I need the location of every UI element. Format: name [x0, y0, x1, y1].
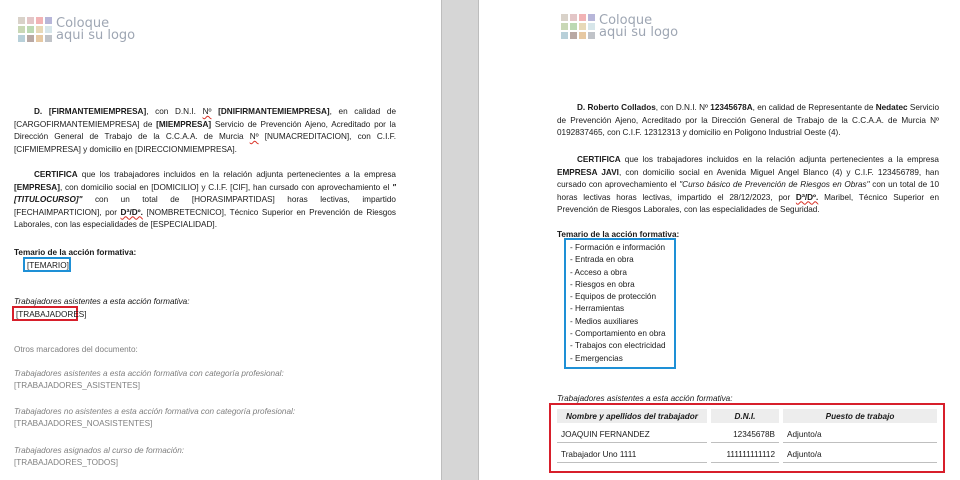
logo-square [588, 32, 595, 39]
trabajadores-heading: Trabajadores asistentes a esta acción formativa: [14, 297, 190, 306]
temario-list-box [564, 238, 676, 369]
logo-square [18, 26, 25, 33]
trabajadores-placeholder-box [12, 306, 87, 321]
logo-square [27, 17, 34, 24]
logo-square [561, 23, 568, 30]
temario-item: - Trabajos con electricidad [570, 341, 666, 351]
logo-square [588, 14, 595, 21]
logo-square [579, 23, 586, 30]
table-cell: Adjunto/a [783, 426, 937, 443]
logo-square [561, 14, 568, 21]
logo-squares-icon [561, 14, 595, 39]
logo-squares-icon [18, 17, 52, 42]
logo-square [27, 35, 34, 42]
table-row [557, 446, 937, 463]
logo-placeholder [561, 14, 678, 39]
certifica-paragraph: CERTIFICA que los trabajadores incluidos en la relación adjunta pertenecientes a la empresa [EMPRESA], con domicilio social en [DOMICILIO] y C.I.F. [CIF], han cursado con aprovechamiento el "[TITULOCURSO]" con un total de [HORASIMPARTIDAS] horas lectivas, impartido [FECHAIMPARTICION], por Dª/Dº. [NOMBRETECNICO], Técnico Superior en Prevención de Riesgos Laborales, con las especialidades de [ESPECIALIDAD]. [14, 170, 397, 229]
temario-item: - Herramientas [570, 304, 625, 314]
column-header: Puesto de trabajo [783, 409, 937, 423]
page-gap [443, 0, 477, 480]
table-row [557, 426, 937, 443]
column-header: Nombre y apellidos del trabajador [557, 409, 707, 423]
temario-item: - Acceso a obra [570, 267, 627, 277]
workers-table [553, 406, 941, 466]
table-cell: Trabajador Uno 1111 [557, 446, 707, 463]
logo-square [570, 23, 577, 30]
trabajadores-placeholder: [TRABAJADORES] [16, 310, 87, 319]
trabajadores-table-box [549, 403, 945, 473]
logo-line1: Coloque [599, 12, 653, 28]
marker-noasistentes-value: [TRABAJADORES_NOASISTENTES] [14, 419, 153, 428]
logo-square [18, 17, 25, 24]
logo-square [570, 32, 577, 39]
marker-todos-value: [TRABAJADORES_TODOS] [14, 458, 119, 467]
temario-item: - Formación e información [570, 243, 666, 252]
temario-heading: Temario de la acción formativa: [557, 230, 680, 239]
intro-paragraph: D. [FIRMANTEMIEMPRESA], con D.N.I. Nº [DNIFIRMANTEMIEMPRESA], en calidad de [CARGOFIRMANTEMIEMPRESA] de [MIEMPRESA] Servicio de Prevención Ajeno, Acreditado por la Dirección General de Trabajo de la C.C.A.A. de Murcia Nº [NUMACREDITACION], con C.I.F. [CIFMIEMPRESA] y domicilio en [DIRECCIONMIEMPRESA]. [14, 107, 397, 154]
table-cell: JOAQUIN FERNANDEZ [557, 426, 707, 443]
temario-item: - Equipos de protección [570, 292, 657, 302]
logo-square [45, 26, 52, 33]
intro-paragraph: D. Roberto Collados, con D.N.I. Nº 12345678A, en calidad de Representante de Nedatec Servicio de Prevención Ajeno, Acreditado por la Dirección General de Trabajo de la C.C.A.A. de Murcia Nº 0192837465, con C.I.F. 12312313 y domicilio en Poligono Industrial Oeste (4). [557, 103, 940, 137]
certifica-paragraph: CERTIFICA que los trabajadores incluidos en la relación adjunta pertenecientes a la empresa EMPRESA JAVI, con domicilio social en Avenida Miguel Angel Blanco (4) y C.I.F. 123456789, han cursado con aprovechamiento el "Curso básico de Prevención de Riesgos en Obras" con un total de 10 horas lectivas horas lectivas, impartido el 28/12/2023, por Dª/Dº. Maribel, Técnico Superior en Prevención de Riesgos Laborales, con las especialidades de Seguridad. [557, 155, 939, 214]
table-header-row [557, 409, 937, 423]
marker-noasistentes-label: Trabajadores no asistentes a esta acción formativa con categoría profesional: [14, 407, 296, 416]
temario-heading: Temario de la acción formativa: [14, 248, 137, 257]
logo-line1: Coloque [56, 15, 110, 31]
temario-placeholder-box [23, 257, 71, 272]
logo-square [36, 26, 43, 33]
marker-todos-label: Trabajadores asignados al curso de formación: [14, 446, 185, 455]
logo-square [570, 14, 577, 21]
logo-square [45, 17, 52, 24]
generated-page [478, 0, 960, 480]
logo-square [36, 17, 43, 24]
temario-item: - Medios auxiliares [570, 316, 639, 326]
temario-item: - Entrada en obra [570, 255, 634, 265]
temario-list [566, 240, 674, 367]
logo-square [561, 32, 568, 39]
logo-square [18, 35, 25, 42]
temario-placeholder: [TEMARIO] [27, 261, 69, 270]
column-header: D.N.I. [711, 409, 779, 423]
temario-item: - Comportamiento en obra [570, 329, 666, 339]
logo-square [27, 26, 34, 33]
logo-square [588, 23, 595, 30]
temario-item: - Emergencias [570, 353, 623, 363]
table-cell: 12345678B [711, 426, 779, 443]
logo-placeholder [18, 17, 135, 42]
logo-square [45, 35, 52, 42]
logo-square [579, 14, 586, 21]
temario-item: - Riesgos en obra [570, 279, 635, 289]
template-page [0, 0, 442, 480]
marker-asistentes-value: [TRABAJADORES_ASISTENTES] [14, 381, 141, 390]
logo-line2: aqui su logo [599, 24, 679, 40]
logo-line2: aqui su logo [56, 27, 136, 43]
marker-asistentes-label: Trabajadores asistentes a esta acción formativa con categoría profesional: [14, 369, 284, 378]
logo-square [36, 35, 43, 42]
table-cell: Adjunto/a [783, 446, 937, 463]
otros-marcadores-label: Otros marcadores del documento: [14, 345, 138, 354]
logo-square [579, 32, 586, 39]
table-cell: 111111111112 [711, 446, 779, 463]
trabajadores-heading: Trabajadores asistentes a esta acción formativa: [557, 394, 733, 403]
